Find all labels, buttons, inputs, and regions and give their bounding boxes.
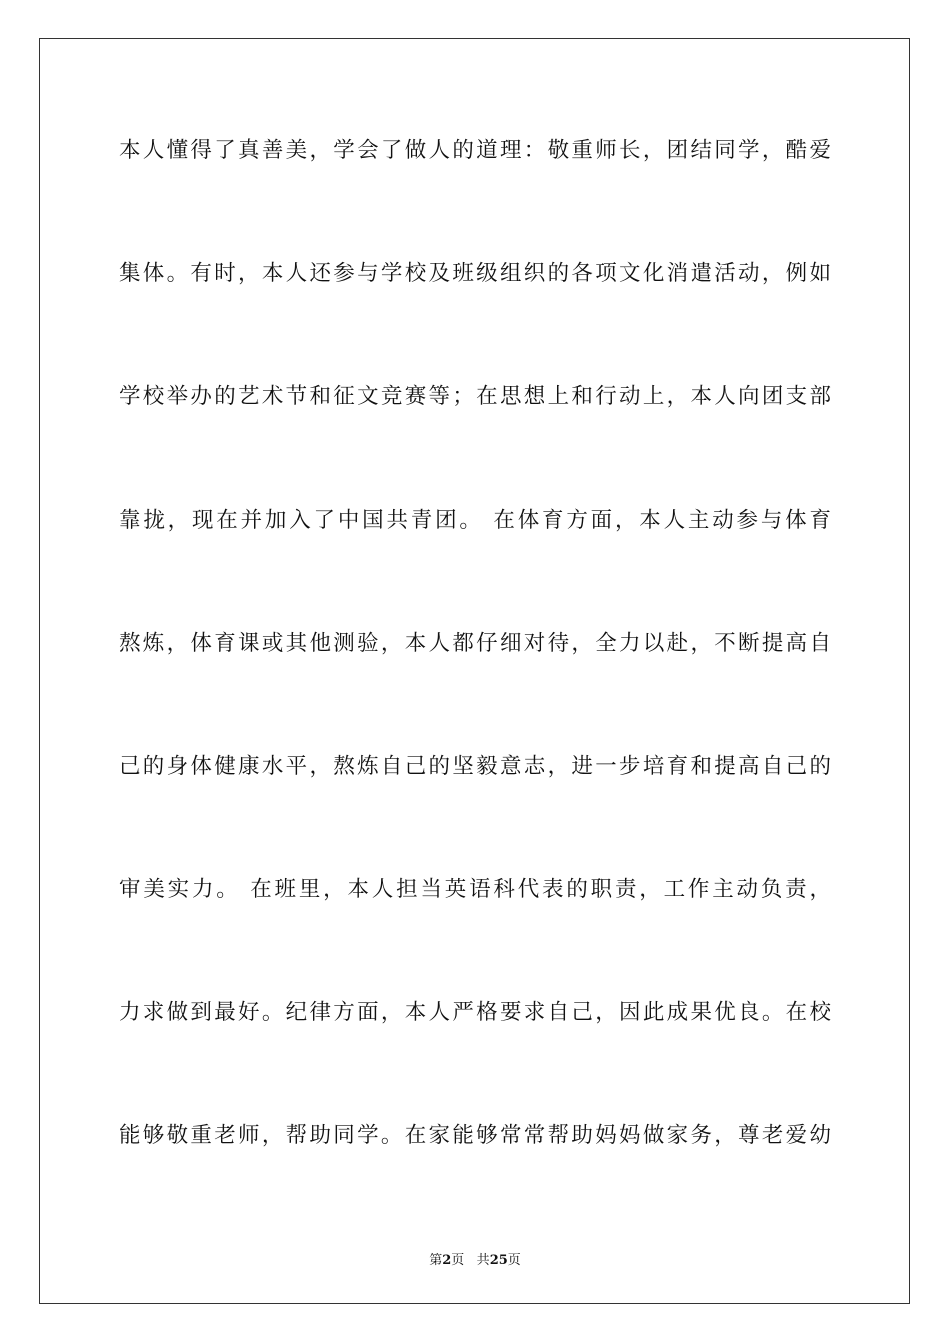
footer-current-page: 2	[442, 1253, 452, 1268]
body-line-9: 能够敬重老师，帮助同学。在家能够常常帮助妈妈做家务，尊老爱幼	[119, 1123, 831, 1148]
body-line-8: 力求做到最好。纪律方面，本人严格要求自己，因此成果优良。在校	[119, 1000, 831, 1025]
footer-total-suffix: 页	[507, 1253, 521, 1268]
footer-page-suffix: 页	[451, 1253, 465, 1268]
body-line-5: 熬炼，体育课或其他测验，本人都仔细对待，全力以赴，不断提高自	[119, 631, 831, 656]
body-line-6: 己的身体健康水平，熬炼自己的坚毅意志，进一步培育和提高自己的	[119, 754, 831, 779]
page-footer	[0, 1249, 950, 1268]
body-line-7: 审美实力。 在班里，本人担当英语科代表的职责，工作主动负责，	[119, 877, 831, 902]
footer-prefix: 第	[429, 1253, 443, 1268]
page-border	[39, 38, 910, 1304]
body-line-3: 学校举办的艺术节和征文竞赛等；在思想上和行动上，本人向团支部	[119, 384, 831, 409]
footer-total-prefix: 共	[476, 1253, 490, 1268]
body-line-1: 本人懂得了真善美，学会了做人的道理：敬重师长，团结同学，酷爱	[119, 138, 831, 163]
body-line-2: 集体。有时，本人还参与学校及班级组织的各项文化消遣活动，例如	[119, 261, 831, 286]
footer-total-pages: 25	[489, 1253, 508, 1268]
body-line-4: 靠拢，现在并加入了中国共青团。 在体育方面，本人主动参与体育	[119, 508, 831, 533]
